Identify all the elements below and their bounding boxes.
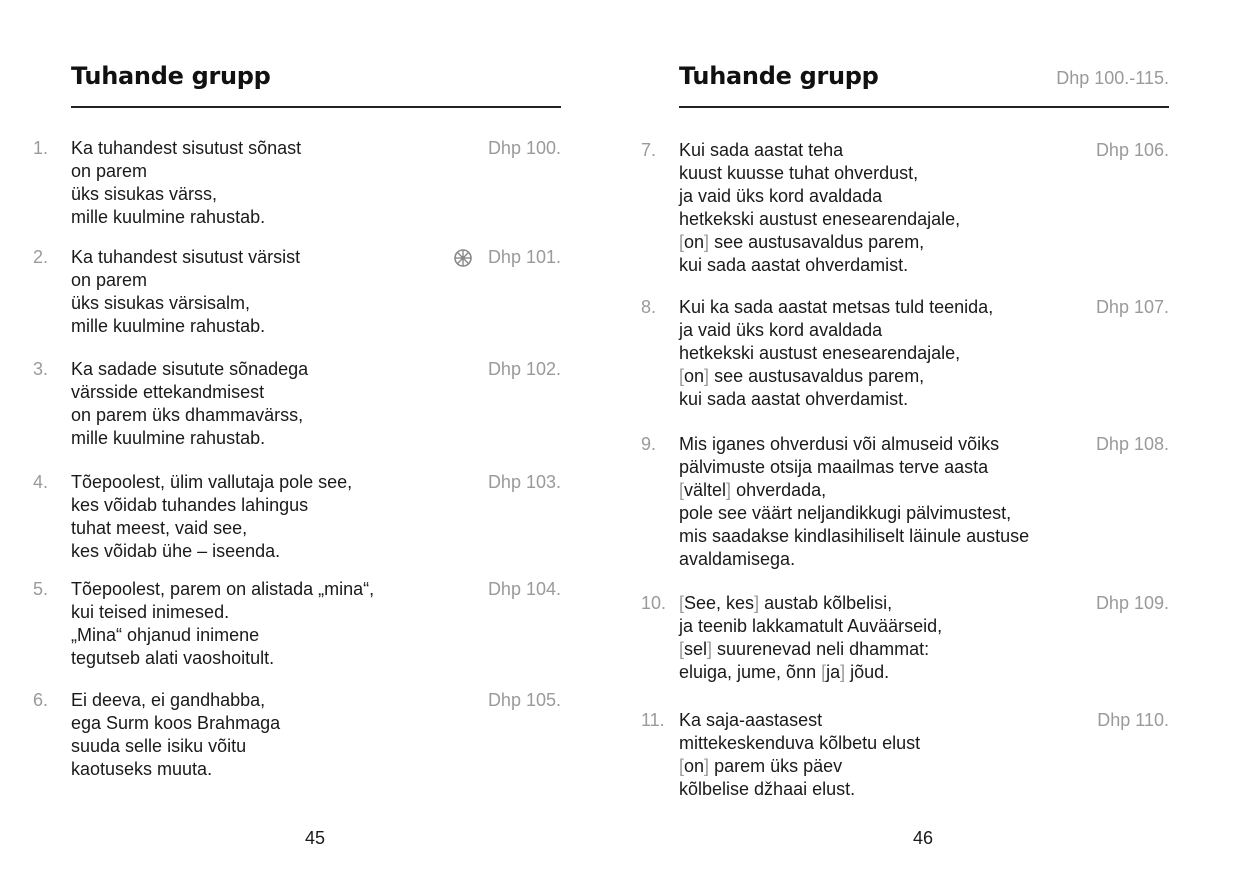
verse-line: ja teenib lakkamatult Auväärseid, (679, 616, 943, 636)
editorial-bracket: ] (707, 639, 713, 659)
verse-reference: Dhp 106. (1095, 140, 1169, 160)
verse-line: Mis iganes ohverdusi või almuseid võiks (679, 434, 1000, 454)
verse-line: [sel] suurenevad neli dhammat: (679, 639, 930, 659)
verse-line: kui teised inimesed. (71, 602, 230, 622)
editorial-bracket: [ (679, 480, 685, 500)
right-page (620, 0, 1241, 875)
verse-line: [on] see austusavaldus parem, (679, 366, 925, 386)
verse-number: 3. (33, 359, 49, 379)
verse-number: 5. (33, 579, 49, 599)
verse-reference: Dhp 102. (487, 359, 561, 379)
verse-line: mille kuulmine rahustab. (71, 207, 266, 227)
verse-reference: Dhp 103. (487, 472, 561, 492)
verse-reference: Dhp 100. (487, 138, 561, 158)
verse-line: üks sisukas värsisalm, (71, 293, 251, 313)
verse-number: 10. (641, 593, 667, 613)
editorial-bracket: ] (704, 366, 710, 386)
verse-line: Ka tuhandest sisutust sõnast (71, 138, 302, 158)
left-page (0, 0, 620, 875)
verse-line: Ei deeva, ei gandhabba, (71, 690, 266, 710)
verse-number: 1. (33, 138, 49, 158)
title-rule (71, 106, 561, 108)
editorial-bracket: [ (679, 639, 685, 659)
verse-line: hetkekski austust enesearendajale, (679, 343, 961, 363)
verse-line: Kui sada aastat teha (679, 140, 844, 160)
verse-text (71, 578, 374, 670)
verse-line: avaldamisega. (679, 549, 796, 569)
verse-line: on parem (71, 270, 148, 290)
editorial-bracket: ] (754, 593, 760, 613)
verse-text (679, 592, 942, 684)
verse-reference: Dhp 105. (487, 690, 561, 710)
verse-line: Tõepoolest, ülim vallutaja pole see, (71, 472, 353, 492)
editorial-bracket: [ (679, 593, 685, 613)
editorial-bracket: [ (679, 232, 685, 252)
verse-line: [on] see austusavaldus parem, (679, 232, 925, 252)
verse-text (71, 246, 300, 338)
verse-line: Ka saja-aastasest (679, 710, 823, 730)
verse-line: pälvimuste otsija maailmas terve aasta (679, 457, 989, 477)
verse-line: Kui ka sada aastat metsas tuld teenida, (679, 297, 994, 317)
verse-line: kui sada aastat ohverdamist. (679, 389, 909, 409)
verse-line: mille kuulmine rahustab. (71, 428, 266, 448)
editorial-bracket: ] (726, 480, 732, 500)
verse-reference: Dhp 110. (1097, 710, 1169, 730)
verse-line: Tõepoolest, parem on alistada „mina“, (71, 579, 375, 599)
verse-line: kaotuseks muuta. (71, 759, 213, 779)
verse-number: 11. (641, 710, 665, 730)
editorial-bracket: ] (704, 232, 710, 252)
verse-text (71, 358, 308, 450)
verse-text (679, 709, 920, 801)
verse-line: eluiga, jume, õnn [ja] jõud. (679, 662, 890, 682)
verse-line: kes võidab ühe – iseenda. (71, 541, 281, 561)
verse-reference: Dhp 101. (487, 247, 561, 267)
editorial-bracket: ] (840, 662, 846, 682)
chapter-title: Tuhande grupp (679, 62, 879, 90)
verse-line: „Mina“ ohjanud inimene (71, 625, 260, 645)
verse-line: üks sisukas värss, (71, 184, 218, 204)
verse-line: tegutseb alati vaoshoitult. (71, 648, 275, 668)
verse-text (71, 137, 301, 229)
verse-number: 8. (641, 297, 657, 317)
verse-number: 9. (641, 434, 657, 454)
editorial-bracket: [ (679, 756, 685, 776)
verse-text (679, 139, 960, 277)
page-number: 46 (913, 828, 934, 848)
verse-number: 6. (33, 690, 49, 710)
verse-reference: Dhp 109. (1095, 593, 1169, 613)
verse-line: mille kuulmine rahustab. (71, 316, 266, 336)
verse-line: suuda selle isiku võitu (71, 736, 247, 756)
verse-text (679, 433, 1029, 571)
verse-line: tuhat meest, vaid see, (71, 518, 248, 538)
verse-line: kuust kuusse tuhat ohverdust, (679, 163, 919, 183)
verse-line: kui sada aastat ohverdamist. (679, 255, 909, 275)
verse-line: kõlbelise džhaai elust. (679, 779, 856, 799)
title-rule (679, 106, 1169, 108)
verse-reference: Dhp 107. (1095, 297, 1169, 317)
editorial-bracket: [ (679, 366, 685, 386)
editorial-bracket: ] (704, 756, 710, 776)
verse-number: 2. (33, 247, 49, 267)
verse-reference: Dhp 104. (487, 579, 561, 599)
verse-text (71, 689, 280, 781)
verse-text (679, 296, 993, 411)
verse-line: [See, kes] austab kõlbelisi, (679, 593, 893, 613)
verse-number: 4. (33, 472, 49, 492)
verse-line: ja vaid üks kord avaldada (679, 186, 883, 206)
dharma-wheel-icon (453, 248, 473, 268)
page-number: 45 (305, 828, 326, 848)
verse-line: [vältel] ohverdada, (679, 480, 827, 500)
verse-line: ega Surm koos Brahmaga (71, 713, 281, 733)
verse-line: kes võidab tuhandes lahingus (71, 495, 309, 515)
verse-line: hetkekski austust enesearendajale, (679, 209, 961, 229)
chapter-range: Dhp 100.-115. (1056, 68, 1169, 88)
verse-line: Ka tuhandest sisutust värsist (71, 247, 301, 267)
chapter-title: Tuhande grupp (71, 62, 271, 90)
verse-line: [on] parem üks päev (679, 756, 843, 776)
verse-line: Ka sadade sisutute sõnadega (71, 359, 309, 379)
verse-line: on parem üks dhammavärss, (71, 405, 304, 425)
editorial-bracket: [ (821, 662, 827, 682)
verse-line: mittekeskenduva kõlbetu elust (679, 733, 921, 753)
verse-text (71, 471, 352, 563)
verse-line: ja vaid üks kord avaldada (679, 320, 883, 340)
verse-line: pole see väärt neljandikkugi pälvimustest, (679, 503, 1012, 523)
verse-line: on parem (71, 161, 148, 181)
verse-line: värsside ettekandmisest (71, 382, 265, 402)
verse-number: 7. (641, 140, 657, 160)
verse-line: mis saadakse kindlasihiliselt läinule austuse (679, 526, 1030, 546)
verse-reference: Dhp 108. (1095, 434, 1169, 454)
